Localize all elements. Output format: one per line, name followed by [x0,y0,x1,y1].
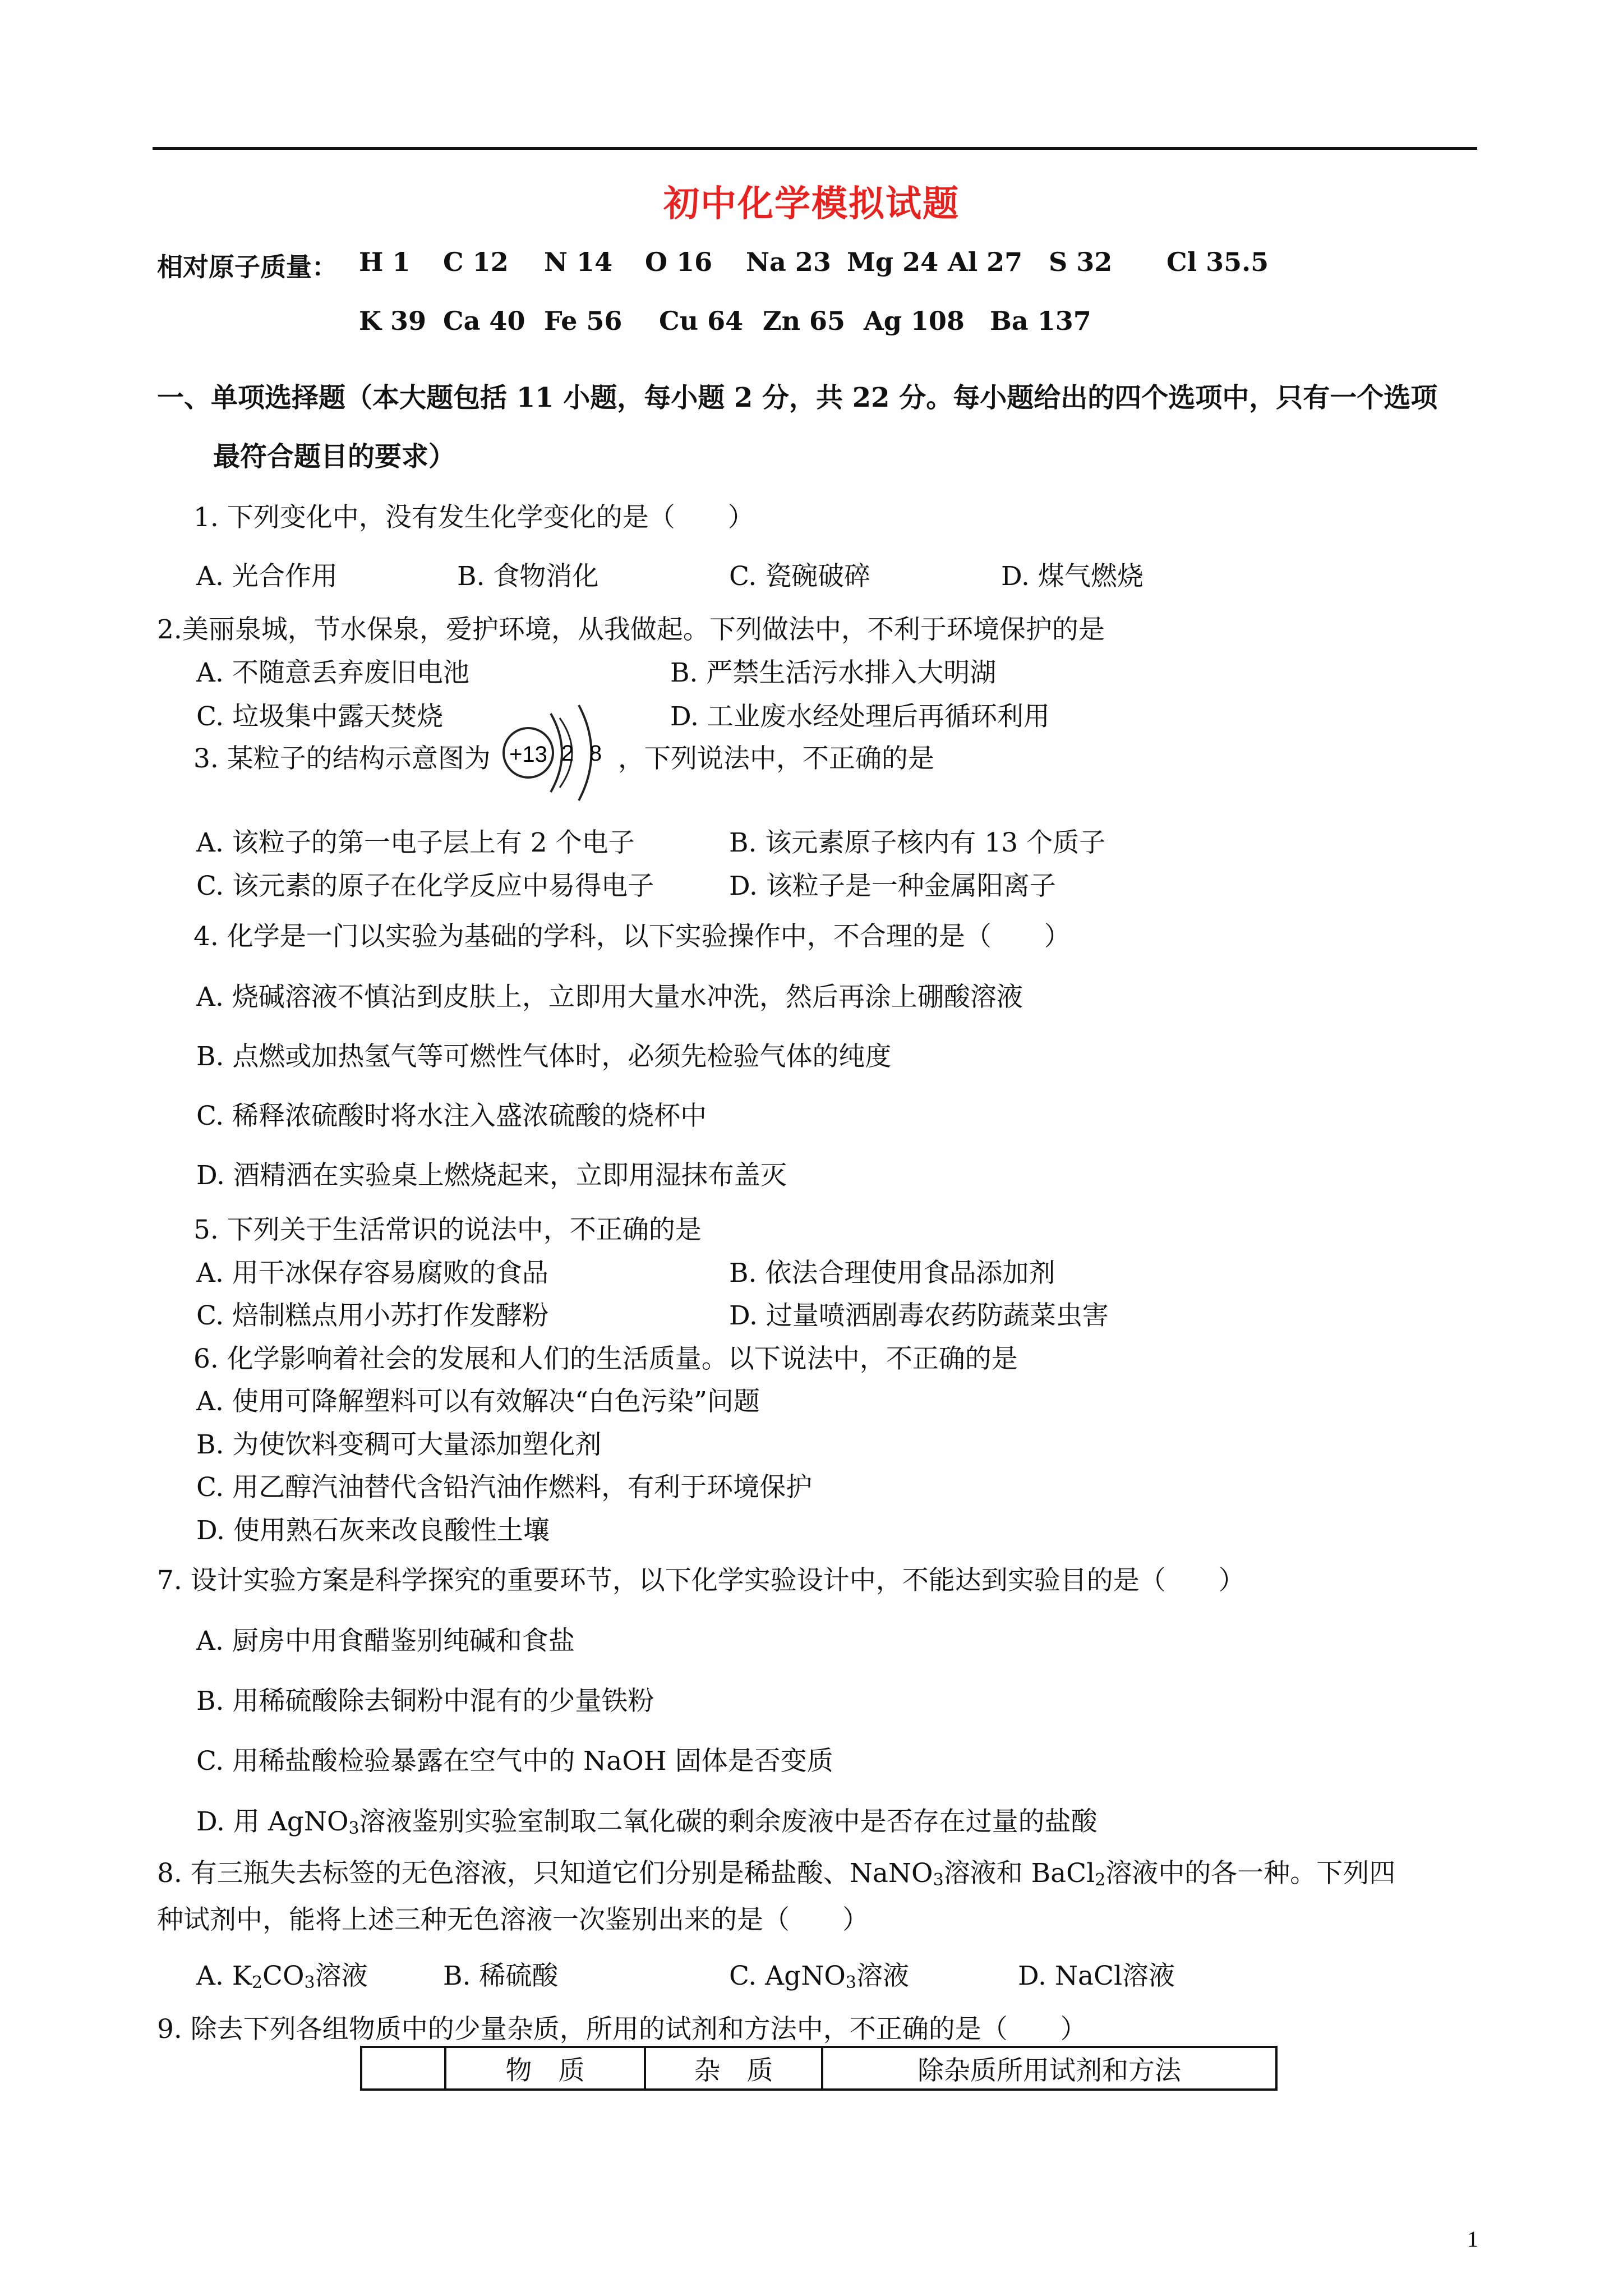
q6-option-b: B. 为使饮料变稠可大量添加塑化剂 [196,1429,602,1460]
q3-option-c: C. 该元素的原子在化学反应中易得电子 [196,871,654,901]
q9-header-method: 除杂质所用试剂和方法 [822,2047,1276,2090]
q9-header-index [361,2047,445,2090]
question-2-stem: 2.美丽泉城，节水保泉，爱护环境，从我做起。下列做法中，不利于环境保护的是 [157,614,1105,645]
mass-item: Cu 64 [659,306,744,336]
q7-d-text: D. 用 AgNO [196,1806,349,1837]
q7-d-text-rest: 溶液鉴别实验室制取二氧化碳的剩余废液中是否存在过量的盐酸 [359,1806,1098,1837]
q8-a-sub-2: 3 [304,1973,315,1993]
q9-header-impurity: 杂 质 [645,2047,822,2090]
question-6-stem: 6. 化学影响着社会的发展和人们的生活质量。以下说法中，不正确的是 [193,1343,1018,1374]
question-4-stem: 4. 化学是一门以实验为基础的学科，以下实验操作中，不合理的是（ ） [193,921,1071,952]
q7-option-d [196,1801,1098,1838]
q3-option-a: A. 该粒子的第一电子层上有 2 个电子 [196,827,635,858]
section-heading-cont: 最符合题目的要求） [213,441,456,472]
mass-al [948,247,1022,277]
question-8-stem [157,1852,1395,1890]
mass-ca [443,306,525,336]
question-5-stem: 5. 下列关于生活常识的说法中，不正确的是 [193,1214,702,1245]
q7-option-b: B. 用稀硫酸除去铜粉中混有的少量铁粉 [196,1686,654,1717]
q8-option-c [729,1955,909,1993]
q7-d-subscript: 3 [348,1819,359,1838]
q6-option-c: C. 用乙醇汽油替代含铅汽油作燃料，有利于环境保护 [196,1472,813,1503]
q8-text-1: 8. 有三瓶失去标签的无色溶液，只知道它们分别是稀盐酸、NaNO [157,1858,933,1889]
mass-item: H 1 [359,247,411,277]
q9-table-header-row [361,2047,1276,2090]
mass-item: Mg 24 [847,247,939,277]
mass-zn [763,306,845,336]
question-1-stem: 1. 下列变化中，没有发生化学变化的是（ ） [193,502,754,533]
q9-table [360,2046,1278,2091]
q3-option-d: D. 该粒子是一种金属阳离子 [729,871,1056,901]
q7-option-c: C. 用稀盐酸检验暴露在空气中的 NaOH 固体是否变质 [196,1746,833,1777]
header-rule [153,147,1477,150]
q8-a-sub-1: 2 [251,1973,263,1993]
q8-a-text-mid: CO [262,1961,305,1991]
mass-c [443,247,509,277]
q2-option-d: D. 工业废水经处理后再循环利用 [670,701,1050,732]
q8-sub-2: 2 [1095,1870,1106,1890]
question-7-stem: 7. 设计实验方案是科学探究的重要环节，以下化学实验设计中，不能达到实验目的是（ ） [157,1565,1245,1596]
nucleus-charge: +13 [509,742,547,767]
q2-option-b: B. 严禁生活污水排入大明湖 [670,657,997,688]
q5-option-d: D. 过量喷洒剧毒农药防蔬菜虫害 [729,1300,1109,1331]
q8-sub-1: 3 [933,1870,944,1890]
mass-item: K 39 [359,306,427,336]
q5-option-b: B. 依法合理使用食品添加剂 [729,1258,1055,1289]
mass-fe [544,306,622,336]
q1-option-a: A. 光合作用 [196,561,338,592]
mass-cl [1166,247,1269,277]
q4-option-a: A. 烧碱溶液不慎沾到皮肤上，立即用大量水冲洗，然后再涂上硼酸溶液 [196,982,1023,1013]
page-title: 初中化学模拟试题 [663,183,960,225]
mass-ba [990,306,1091,336]
mass-item: N 14 [544,247,613,277]
q5-option-c: C. 焙制糕点用小苏打作发酵粉 [196,1300,549,1331]
q8-a-text-post: 溶液 [315,1961,368,1991]
q8-a-text: A. K [196,1961,252,1991]
mass-item: C 12 [443,247,509,277]
mass-cu [659,306,743,336]
q1-option-d: D. 煤气燃烧 [1001,561,1144,592]
shell-2-electrons: 8 [589,741,602,766]
q8-text-3: 溶液中的各一种。下列四 [1105,1858,1396,1889]
mass-item: Ag 108 [864,306,965,336]
page-number: 1 [1467,2226,1478,2252]
q1-option-b: B. 食物消化 [457,561,599,592]
mass-s [1049,247,1112,277]
mass-item: Cl 35.5 [1166,247,1269,277]
question-9-stem: 9. 除去下列各组物质中的少量杂质，所用的试剂和方法中，不正确的是（ ） [157,2014,1087,2045]
q8-option-d: D. NaCl溶液 [1018,1961,1175,1991]
q5-option-a: A. 用干冰保存容易腐败的食品 [196,1258,548,1289]
q7-option-a: A. 厨房中用食醋鉴别纯碱和食盐 [196,1626,575,1657]
q8-option-a [196,1955,368,1993]
mass-item: Ba 137 [990,306,1091,336]
q6-option-d: D. 使用熟石灰来改良酸性土壤 [196,1515,550,1546]
q8-c-text-post: 溶液 [856,1961,909,1991]
q3-option-b: B. 该元素原子核内有 13 个质子 [729,827,1106,858]
mass-item: Na 23 [746,247,831,277]
mass-o [645,247,712,277]
q8-c-sub: 3 [845,1973,856,1993]
q2-option-a: A. 不随意丢弃废旧电池 [196,657,469,688]
shell-1-electrons: 2 [561,741,574,766]
section-heading: 一、单项选择题（本大题包括 11 小题，每小题 2 分，共 22 分。每小题给出的四个选项中，只有一个选项 [157,382,1438,413]
question-8-stem-cont: 种试剂中，能将上述三种无色溶液一次鉴别出来的是（ ） [157,1904,869,1935]
mass-n [544,247,612,277]
q1-option-c: C. 瓷碗破碎 [729,561,871,592]
q6-option-a: A. 使用可降解塑料可以有效解决“白色污染”问题 [196,1386,760,1417]
q4-option-b: B. 点燃或加热氢气等可燃性气体时，必须先检验气体的纯度 [196,1041,892,1072]
question-3-stem-post: ，下列说法中，不正确的是 [618,743,934,774]
atomic-mass-label: 相对原子质量： [157,252,338,282]
q8-option-b: B. 稀硫酸 [443,1961,559,1991]
mass-item: O 16 [645,247,713,277]
mass-item: Zn 65 [763,306,846,336]
atomic-mass-line-1 [157,247,338,284]
mass-ag [864,306,965,336]
mass-item: Fe 56 [544,306,623,336]
mass-item: Ca 40 [443,306,525,336]
q4-option-c: C. 稀释浓硫酸时将水注入盛浓硫酸的烧杯中 [196,1101,707,1131]
q2-option-c: C. 垃圾集中露天焚烧 [196,701,444,732]
q9-header-substance: 物 质 [445,2047,645,2090]
mass-item: Al 27 [948,247,1023,277]
q8-text-2: 溶液和 BaCl [943,1858,1095,1889]
question-3-stem-pre: 3. 某粒子的结构示意图为 [193,743,491,774]
mass-h [359,247,410,277]
atom-structure-diagram [489,691,612,803]
q4-option-d: D. 酒精洒在实验桌上燃烧起来，立即用湿抹布盖灭 [196,1160,787,1191]
q8-c-text: C. AgNO [729,1961,846,1991]
mass-item: S 32 [1049,247,1113,277]
mass-k [359,306,426,336]
mass-mg [847,247,938,277]
mass-na [746,247,831,277]
